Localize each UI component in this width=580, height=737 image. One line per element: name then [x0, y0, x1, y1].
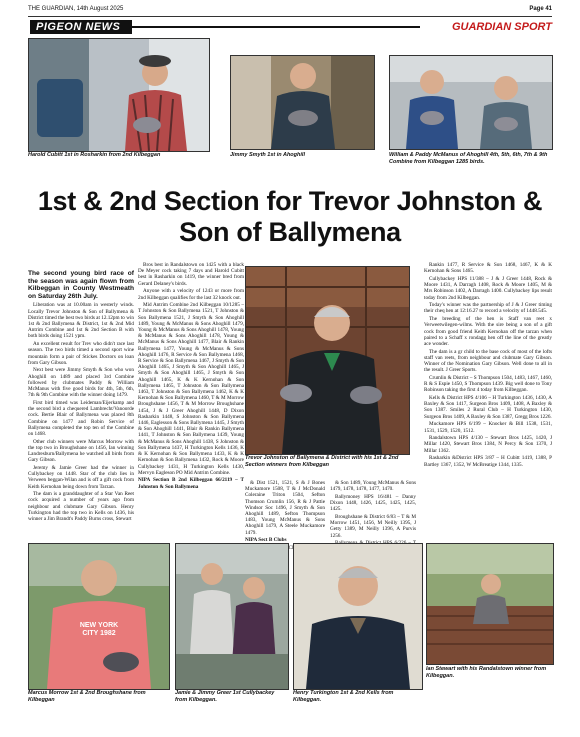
col1-paragraph: Other club winners were Marcus Morrow with the top two in Broughshane on 1456, Ian winning Landresburn/Ballymena he watched all birds from Gary Gibson.	[28, 438, 134, 464]
col2-paragraph: NIPA Section B 2nd Kilbeggan 66/2119 – T Johnston & Son Ballymena	[138, 477, 244, 490]
col1-body	[28, 270, 134, 522]
caption-center: Trevor Johnston of Ballymena & District with his 1st & 2nd Section winners from Kilbeggan	[245, 455, 399, 468]
paper-date: THE GUARDIAN, 14th August 2025	[28, 6, 124, 12]
page-title: 1st & 2nd Section for Trevor Johnston & Son of Ballymena	[37, 186, 543, 247]
col5-body	[424, 262, 552, 468]
shirt-print: NEW YORK CITY 1982	[79, 622, 119, 637]
photo-william-paddy	[389, 55, 553, 150]
col5-paragraph: Today's winner was the partnership of J & J Greer timing their cheq hen at 12:16.27 to record a velocity of 1448.545.	[424, 302, 552, 315]
brand-logo: GUARDIAN SPORT	[451, 21, 552, 33]
photo-trevor-johnston-image	[246, 267, 409, 454]
col1-paragraph: First bird timed was Leideman/Eijerkamp and the second bird a chequered Lambrecht/Vanoorde cock. Bertie Blair of Ballymena was placed 8th Combine on 1477 and Robin Service of Ballymena completed the top ten of the Combine on 1468.	[28, 399, 134, 437]
col5-paragraph: Crumlin & District – S Thompson 1504, 1483, 1467, 1460, R & S Espie 1450, S Thompson 1439. Big well done to Tony Robinson taking the first 4 today from Kilbeggan.	[424, 374, 552, 394]
col5-paragraph: The breeding of the hen is Staff van reet x Verweetwilegen-wilms. With the sire being a son of a gift cock from good friend Keith Kernohan off the tarzan when paired to a Schaff x rondagg hen off the line of the greatly ace wonder.	[424, 316, 552, 347]
col5-paragraph: Kells & District HPS 4/106 – H Turkington 1436, 1430, A Baxley & Son 1417, Surgeon Bros 1409, 1408, A Baxley & Son 1387. Smiles 2 Rural Club – H Turkington 1430, Surgeon Bros 1409, A Baxley & Son 1387, Gregg Bros 1226.	[424, 395, 552, 420]
photo-greer-image	[176, 544, 288, 689]
photo-harold-cubitt-image	[29, 39, 209, 151]
col5-paragraph: The dam is a gr child to the base cock of most of the lofts staff van reets, from neighbour and clubmate Gary Gibson. Winner of the Nomination Gary Gibson. Well done to all in the result. J Greer Sports.	[424, 348, 552, 374]
photo-stewart-image	[427, 544, 553, 664]
page-top-bar	[28, 4, 552, 16]
caption-top-3: William & Paddy McManus of Ahoghill 4th, 5th, 6th, 7th & 9th Combine from Kilbeggan 1285 birds.	[389, 152, 548, 165]
article-column-2	[138, 262, 244, 540]
col5-paragraph: Muckamore HPS 6/199 – Knocker & Bill 1538, 1531, 1531, 1529, 1520, 1512.	[424, 421, 552, 434]
photo-marcus-morrow	[28, 543, 170, 690]
col5-paragraph: Randalstown HPS 4/130 – Stewart Bros 1425, 1420, J Millar 1420, Stewart Bros 1384, N Percy & Son 1370, J Millar 1362.	[424, 435, 552, 454]
photo-jimmy-smyth-image	[231, 56, 374, 149]
col5-paragraph: Cullybackey HPS 11/388 – J & J Greer 1448, Rock & Moore 1431, A Darragh 1408, Rock & Moore 1405, M & Mrs Robinson 1402, A Darragh 1400. Cullybackey lips result today from 2nd Kilbeggan.	[424, 275, 552, 301]
header-rule	[28, 16, 552, 17]
photo-jimmy-smyth	[230, 55, 375, 150]
col4-paragraph: & Son 1489, Young McManus & Sons 1479, 1478, 1478, 1477, 1470.	[330, 480, 416, 493]
caption-bottom-2: Jamie & Jimmy Greer 1st Cullybackey from Kilbeggan.	[175, 690, 275, 703]
col1-paragraph: The dam is a granddaughter of a Star Van Reet cock acquired a number of years ago from neighbour and clubmate Gary Gibson. Henry Turkington had the top two in Kells on 1436, his winner a Jim Brandt's Paddy Burns cross, Stewart	[28, 491, 134, 523]
caption-top-2: Jimmy Smyth 1st in Ahoghill	[230, 152, 305, 158]
article-column-1	[28, 270, 134, 523]
col3-paragraph: & Dist 1521, 1521, S & J Bones Muckamore 1508, T & J McDonald Coleraine Triton 1504, Sefton Thomson Crumlin 156, R & J Pattie Windsor Soc 1496, J Smyth & Son Ahoghill 1489, Sefton Thompson 1483, Young McManus & Sons Ahoghill 1479, A Steele Muckamore 1479.	[245, 480, 325, 536]
col2-paragraph: Mid Antrim Combine 2nd Kilbeggan 10/1285 – T Johnston & Son Ballymena 1521, T Johnston & Son Ballymena 1521, J Smyth & Son Ahoghill 1489, Young & McManus & Sons Ahoghill 1479, Young & McManus & Sons Ahoghill 1478, Young & McManus & Sons Ahoghill 1478, Young & McManus & Sons Ahoghill 1477, Blair & Rankin Ballymena 1477, Young & McManus & Sons Ahoghill 1476, R Service & Son Ballymena 1468, R Service & Son Ballymena 1467, J Smyth & Son Ahoghill 1465, J Smyth & Son Ahoghill 1465, J Smyth & Son Ahoghill 1465, J Smyth & Son Ahoghill 1465, K & K Kernohan & Son Ballymena 1465, T Johnston & Son Ballymena 1463, T Johnston & Son Ballymena 1462, K & K Kernohan & Son Ballymena 1460, T & M Morrow Broughshane 1456, T & M Morrow Broughshane 1454, J & J Greer Ahoghill 1448, D Dixon Rasharkin 1448, S Johnston & Son Ballymena 1446, Eaglesson & Sons Ballymena 1445, J Smyth & Son Ahoghill 1441, Blair & Rankin Ballymena 1441, T Johnston & Son Ballymena 1439, Young & McManus & Sons Ahoghill 1438, S Johnston & Son Ballymena 1437, H Turkington Kells 1436, K & K Kernohan & Son Ballymena 1433, K & K Kernohan & Son Ballymena 1432, Rock & Moore Cullybackey 1431, H Turkington Kells 1430, Mervyn Eagleson PO Mid Antrim Combine.	[138, 302, 244, 476]
photo-ian-stewart	[426, 543, 554, 665]
article-column-5	[424, 262, 552, 540]
col5-paragraph: Rasharkin &District HPS 3/87 – H Cubitt 1419, 1388, P Bartley 1367, 1352, W McBreatige 1344, 1335.	[424, 455, 552, 468]
col4-paragraph: Ballymoney HPS 16/481 – Danny Dixon 1448, 1426, 1425, 1425, 1425, 1425.	[330, 493, 416, 513]
col1-paragraph: Jeremy & Jamie Greer had the winner in Cullybackey on 1448. Star of the club lies in Verween beggan-Wilan and is off a gift cock from Keith Kernohan being down from Tarzan.	[28, 464, 134, 490]
photo-jamie-jimmy-greer	[175, 543, 289, 690]
col2-paragraph: Anyone with a velocity of 1243 or more from 2nd Kilbeggan qualifies for the last 32 knock out.	[138, 288, 244, 301]
photo-turkington-image	[294, 544, 422, 689]
col1-paragraph: Next best were Jimmy Smyth & Son who won Ahoghill on 1489 and placed 3rd Combine followed by clubmates Paddy & William McManus with five good birds for 4th, 5th, 6th, 7th & 9th Combine with the winner doing 1479.	[28, 367, 134, 399]
caption-bottom-3: Henry Turkington 1st & 2nd Kells from Kilbeggan.	[293, 690, 394, 703]
photo-henry-turkington	[293, 543, 423, 690]
section-rule	[130, 26, 420, 28]
photo-trevor-johnston	[245, 266, 410, 455]
article-column-4	[330, 480, 416, 540]
col2-paragraph: Bros best in Randalstown on 1425 with a black De Meyer cock taking 7 days and Harold Cubitt best in Rasharkin on 1419, the winner bred from Gerard Delaney's birds.	[138, 262, 244, 287]
col1-paragraph: Liberation was at 10.00am in westerly winds. Locally Trevor Johnston & Son of Ballymena & District timed the best two birds at 12.12pm to win 1st & 2nd Ballymena & District, 1st & 2nd Mid Antrim Combine and 1st & 2nd Section B with both birds doing 1521 ypm.	[28, 302, 134, 340]
col1-paragraph: The second young bird race of the season was again flown from Kilbeggan in County Westmeath on Saturday 26th July.	[28, 270, 134, 300]
caption-top-1: Harold Cubitt 1st in Rosharkin from 2nd Kilbeggan	[28, 152, 161, 158]
col2-body	[138, 262, 244, 490]
article-column-3	[245, 480, 325, 544]
col3-paragraph: NIPA Sect B Clubs	[245, 537, 287, 544]
col5-paragraph: Rankin 1477, R Service & Son 1468, 1467, K & K Kernohan & Sons 1465.	[424, 262, 552, 275]
col4-body	[330, 480, 416, 553]
photo-william-paddy-image	[390, 56, 552, 149]
col4-paragraph: Broughshane & District 6/83 – T & M Morrow 1451, 1456, M Neilly 1395, J Getty 1389, M Neilly 1396, A Purvis 1256.	[330, 514, 416, 539]
photo-harold-cubitt	[28, 38, 210, 152]
col1-paragraph: An excellent result for Trev who didn't race last season. The two birds timed a second sport wine mountain form a pair of Stickes Doctors on loan from Gary Gibson.	[28, 341, 134, 366]
caption-bottom-4: Ian Stewart with his Randalstown winner from Kilbeggan.	[426, 666, 547, 679]
page-number: Page 41	[529, 6, 552, 12]
section-title: PIGEON NEWS	[30, 20, 132, 34]
caption-bottom-1: Marcus Morrow 1st & 2nd Broughshane from Kilbeggan	[28, 690, 146, 703]
photo-marcus-morrow-image	[29, 544, 169, 689]
